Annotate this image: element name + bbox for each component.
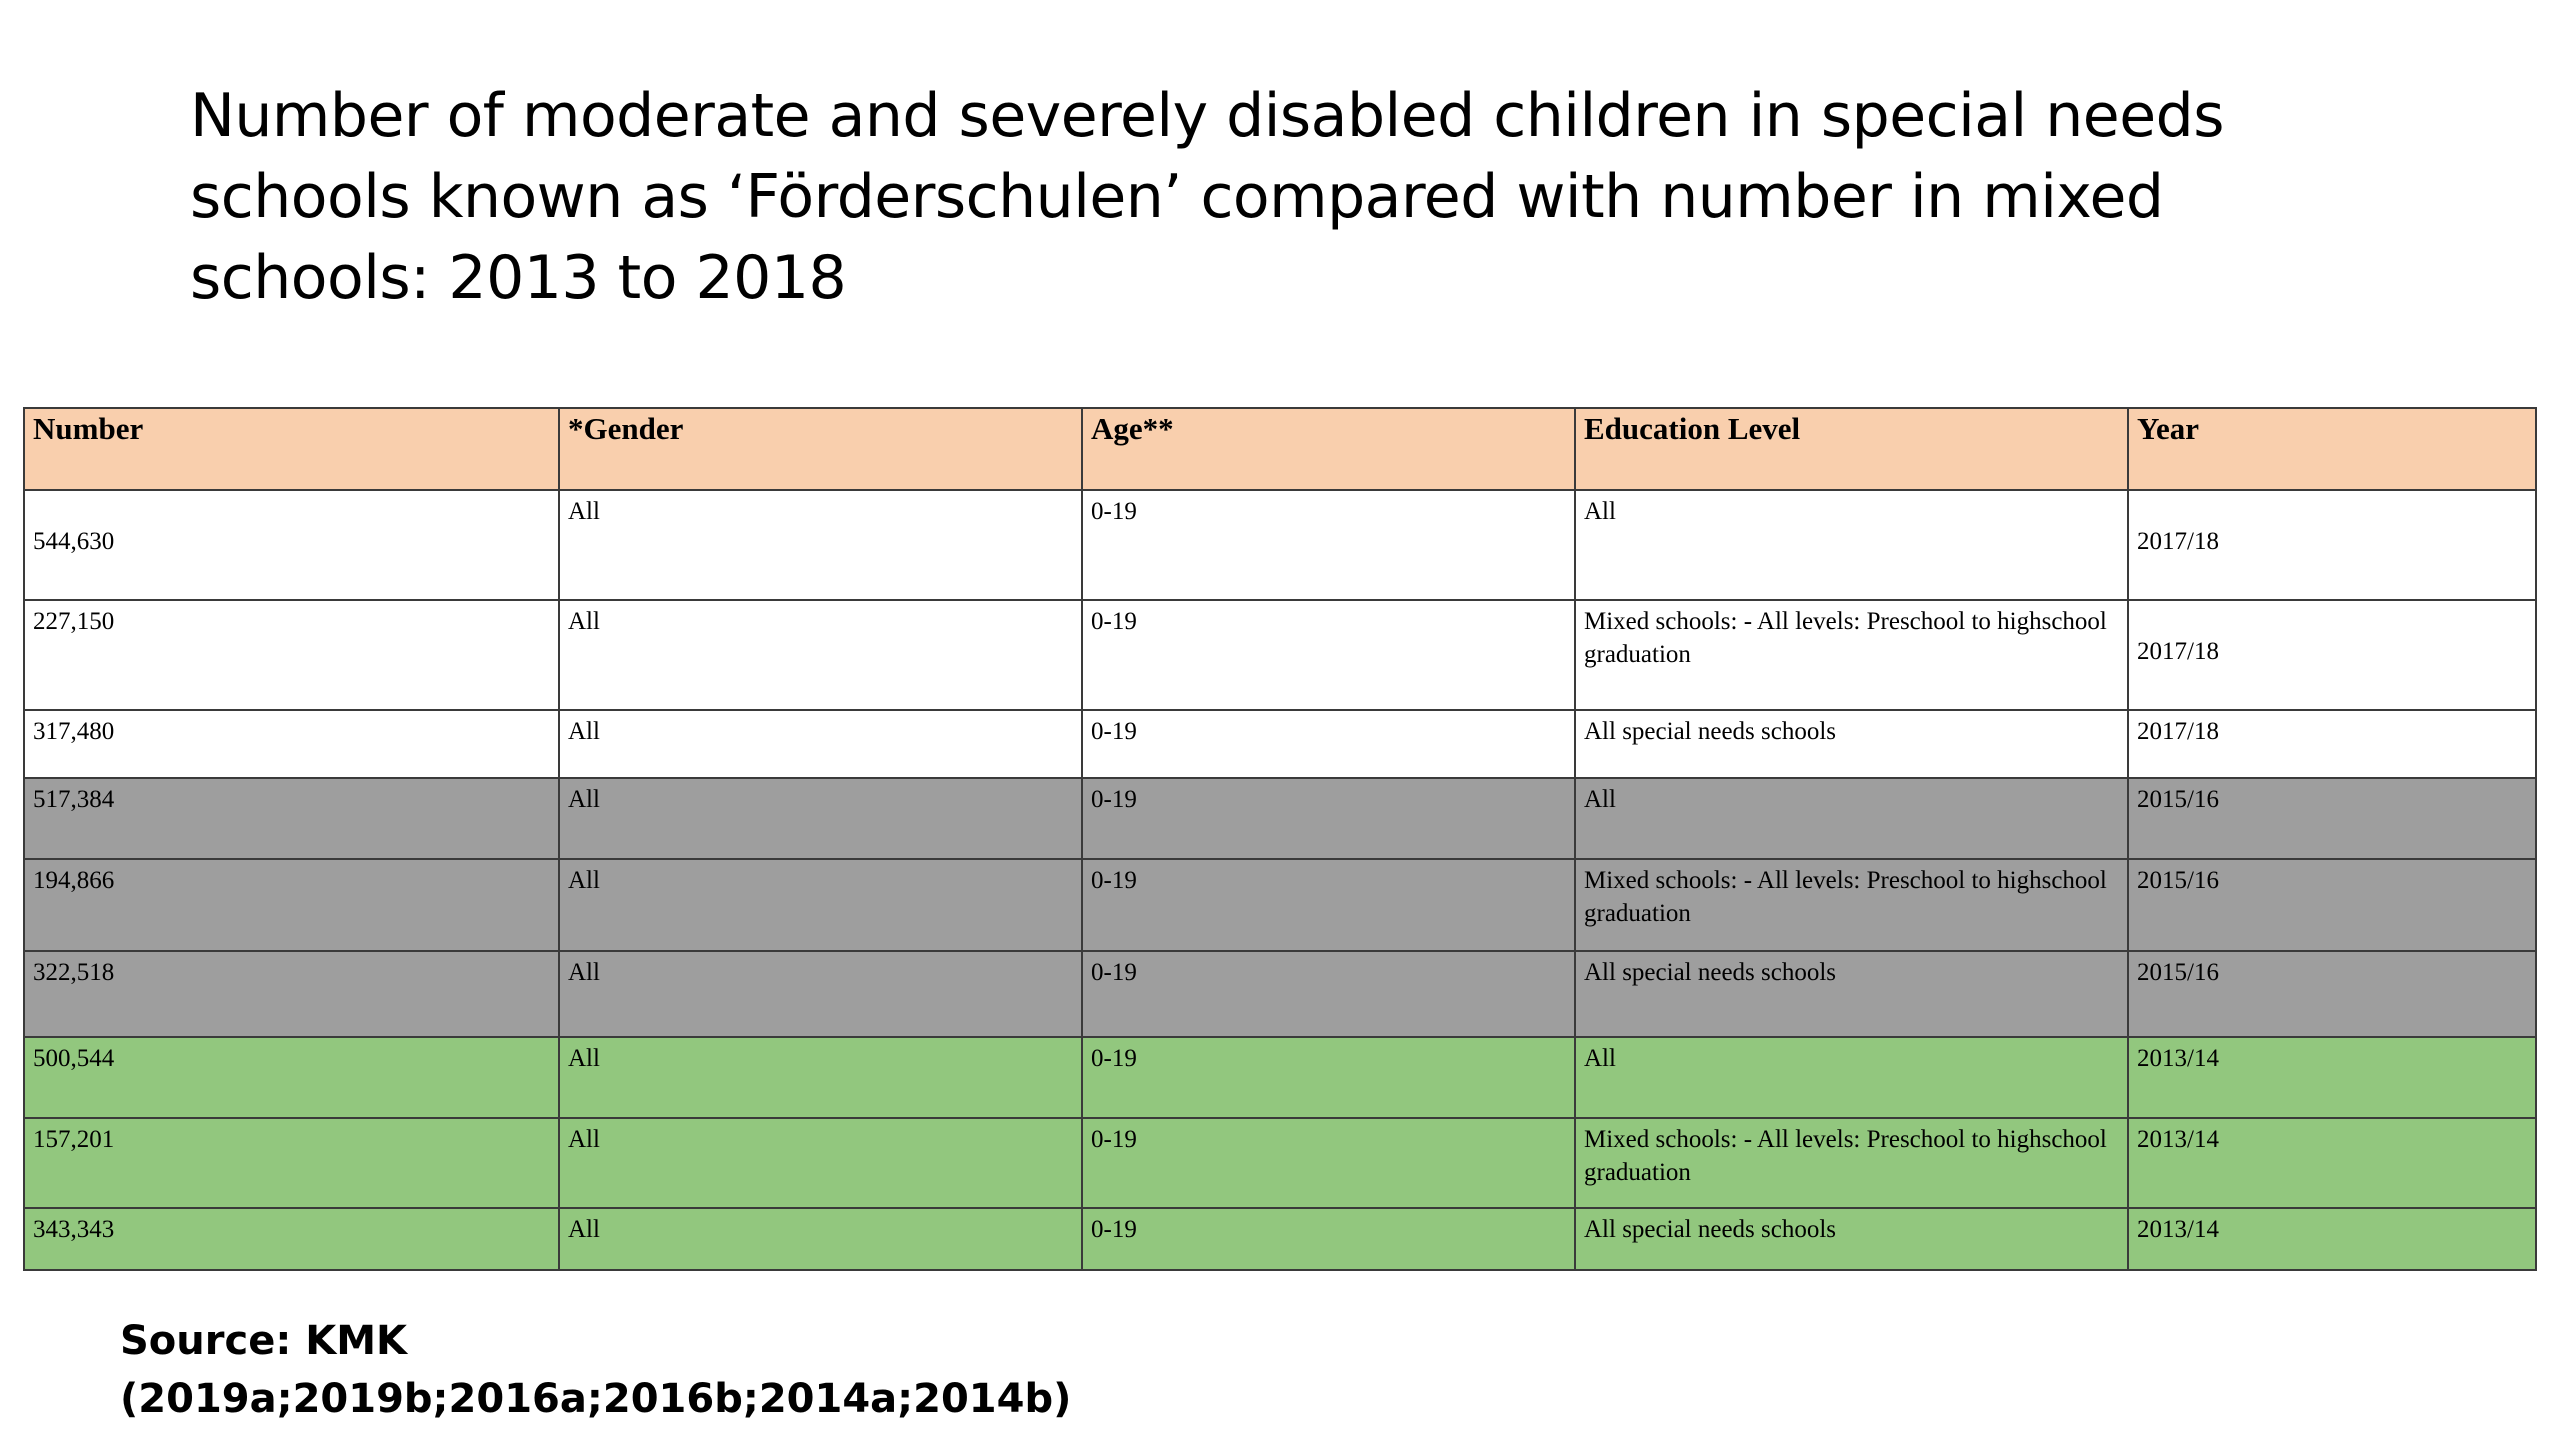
header-education-level: Education Level (1575, 408, 2128, 490)
header-gender: *Gender (559, 408, 1082, 490)
table-row (24, 1208, 2536, 1270)
cell-number: 227,150 (24, 600, 559, 710)
cell-education: All (1575, 1037, 2128, 1118)
cell-gender: All (559, 1037, 1082, 1118)
header-year: Year (2128, 408, 2536, 490)
cell-year: 2017/18 (2128, 710, 2536, 778)
cell-age: 0-19 (1082, 951, 1575, 1037)
table-row (24, 859, 2536, 951)
cell-age: 0-19 (1082, 490, 1575, 600)
cell-age: 0-19 (1082, 778, 1575, 859)
cell-gender: All (559, 1208, 1082, 1270)
cell-education: Mixed schools: - All levels: Preschool to highschool graduation (1575, 859, 2128, 951)
table-row (24, 1118, 2536, 1208)
cell-year: 2013/14 (2128, 1118, 2536, 1208)
cell-gender: All (559, 859, 1082, 951)
cell-year: 2015/16 (2128, 951, 2536, 1037)
cell-year: 2017/18 (2128, 490, 2536, 600)
cell-education: Mixed schools: - All levels: Preschool to highschool graduation (1575, 600, 2128, 710)
cell-year: 2015/16 (2128, 859, 2536, 951)
cell-number: 194,866 (24, 859, 559, 951)
cell-age: 0-19 (1082, 1118, 1575, 1208)
cell-age: 0-19 (1082, 1208, 1575, 1270)
cell-age: 0-19 (1082, 859, 1575, 951)
cell-year: 2015/16 (2128, 778, 2536, 859)
cell-gender: All (559, 1118, 1082, 1208)
cell-gender: All (559, 710, 1082, 778)
table-row (24, 600, 2536, 710)
cell-number: 343,343 (24, 1208, 559, 1270)
cell-number: 500,544 (24, 1037, 559, 1118)
cell-education: Mixed schools: - All levels: Preschool to highschool graduation (1575, 1118, 2128, 1208)
source-line-2: (2019a;2019b;2016a;2016b;2014a;2014b) (120, 1376, 1072, 1422)
cell-year: 2017/18 (2128, 600, 2536, 710)
cell-gender: All (559, 490, 1082, 600)
cell-education: All special needs schools (1575, 710, 2128, 778)
cell-gender: All (559, 778, 1082, 859)
data-table (23, 407, 2537, 1271)
table-header-row (24, 408, 2536, 490)
cell-number: 157,201 (24, 1118, 559, 1208)
cell-number: 517,384 (24, 778, 559, 859)
title-line-2: schools known as ‘Förderschulen’ compared with number in mixed (190, 162, 2164, 232)
cell-year: 2013/14 (2128, 1208, 2536, 1270)
table-row (24, 1037, 2536, 1118)
title-line-1: Number of moderate and severely disabled children in special needs (190, 81, 2224, 151)
table-row (24, 710, 2536, 778)
cell-age: 0-19 (1082, 600, 1575, 710)
cell-gender: All (559, 951, 1082, 1037)
cell-education: All special needs schools (1575, 1208, 2128, 1270)
cell-age: 0-19 (1082, 1037, 1575, 1118)
table-row (24, 951, 2536, 1037)
header-age: Age** (1082, 408, 1575, 490)
cell-number: 322,518 (24, 951, 559, 1037)
source-citation (120, 1312, 1071, 1428)
source-line-1: Source: KMK (120, 1318, 408, 1364)
cell-number: 544,630 (24, 490, 559, 600)
cell-year: 2013/14 (2128, 1037, 2536, 1118)
cell-gender: All (559, 600, 1082, 710)
cell-number: 317,480 (24, 710, 559, 778)
cell-education: All (1575, 778, 2128, 859)
cell-education: All special needs schools (1575, 951, 2128, 1037)
title-line-3: schools: 2013 to 2018 (190, 243, 847, 313)
header-number: Number (24, 408, 559, 490)
cell-age: 0-19 (1082, 710, 1575, 778)
slide-title (190, 76, 2390, 319)
cell-education: All (1575, 490, 2128, 600)
table-row (24, 490, 2536, 600)
table-row (24, 778, 2536, 859)
